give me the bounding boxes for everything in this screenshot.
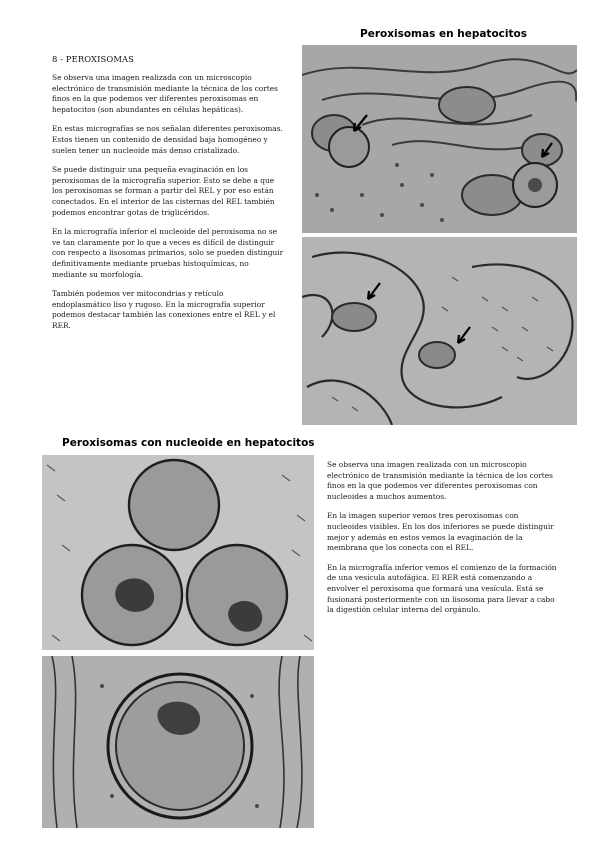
right-text-column	[327, 460, 557, 616]
right-paragraph-2: En la imagen superior vemos tres peroxisomas con nucleoides visibles. En los dos inferiores se puede distinguir mejor y además en estos vemos la evaginación de la membrana que los conecta con el REL.	[327, 511, 554, 553]
section-title: 8 - PEROXISOMAS	[52, 54, 134, 64]
left-paragraph-3: Se puede distinguir una pequeña evaginación en los peroxisomas de la micrografía superior. Esto se debe a que los peroxisomas se forman a partir del REL y por eso están conectados. En el interior de las cisternas del REL también podemos encontrar gotas de triglicéridos.	[52, 165, 275, 217]
left-paragraph-4: En la micrografía inferior el nucleoide del peroxisoma no se ve tan claramente por lo que a veces es difícil de distinguir con respecto a lisosomas primarios, solo se pueden distinguir definitivamente mediante pruebas histoquímicas, no mediante su morfología.	[52, 227, 284, 279]
micrograph-peroxisomas-superior	[302, 45, 577, 233]
micrograph-vesicula-autofagica	[42, 656, 314, 828]
left-paragraph-5: También podemos ver mitocondrias y retículo endoplasmático liso y rugoso. En la micrografía superior podemos destacar también las conexiones entre el REL y el RER.	[52, 289, 276, 330]
left-text-column	[52, 54, 284, 331]
left-paragraph-2: En estas micrografías se nos señalan diferentes peroxisomas. Estos tienen un contenido de densidad baja homogéneo y suelen tener un nucleoide más denso cristalizado.	[52, 124, 283, 155]
right-paragraph-1: Se observa una imagen realizada con un microscopio electrónico de transmisión mediante la técnica de los cortes finos en la que podemos ver diferentes peroxisomas con nucleoides a muchos aumentos.	[327, 460, 553, 501]
micrograph-peroxisomas-inferior	[302, 237, 577, 425]
figure-heading-peroxisomas-hepatocitos: Peroxisomas en hepatocitos	[360, 28, 527, 40]
right-paragraph-3: En la micrografía inferior vemos el comienzo de la formación de una vesícula autofágica. El RER está comenzando a envolver el peroxisoma que formará una vesícula. Está se fusionará posteriormente con un lisosoma para llevar a cabo la digestión celular interna del orgánulo.	[327, 562, 557, 615]
left-paragraph-1: Se observa una imagen realizada con un microscopio electrónico de transmisión mediante la técnica de los cortes finos en la que podemos ver diferentes peroxisomas en hepatocitos (son abundantes en células hepáticas).	[52, 73, 278, 114]
figure-heading-peroxisomas-nucleoide: Peroxisomas con nucleoide en hepatocitos	[62, 437, 315, 449]
micrograph-nucleoides-superior	[42, 455, 314, 650]
